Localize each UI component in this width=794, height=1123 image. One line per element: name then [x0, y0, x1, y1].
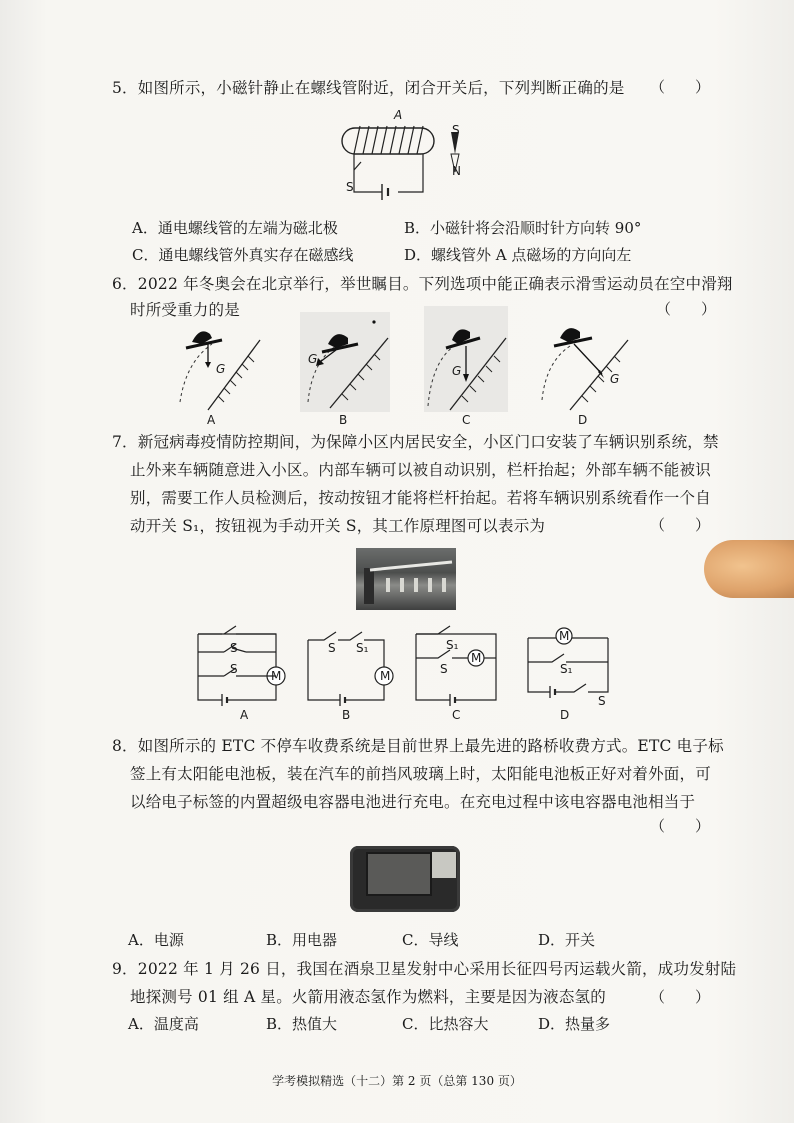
q7-caption-d: D	[560, 708, 570, 722]
q6-caption-d: D	[578, 413, 588, 427]
q6-g-label-b: G	[308, 352, 318, 366]
q9-answer-blank: （ ）	[650, 988, 711, 1006]
q7-a-switch2-label: S	[230, 662, 238, 676]
q7-c-switch1-label: S₁	[446, 638, 459, 652]
q6-skier-c	[424, 306, 508, 412]
q8-etc-device-photo	[350, 846, 460, 912]
q8-stem-line2: 签上有太阳能电池板，装在汽车的前挡风玻璃上时，太阳能电池板正好对着外面，可	[130, 765, 711, 783]
q6-answer-blank: （ ）	[656, 300, 717, 318]
q9-stem-line2: 地探测号 01 组 A 星。火箭用液态氢作为燃料，主要是因为液态氢的	[130, 988, 606, 1006]
q6-caption-c: C	[462, 413, 471, 427]
q6-caption-b: B	[339, 413, 348, 427]
finger-in-margin	[704, 540, 794, 598]
q7-stem-line2: 止外来车辆随意进入小区。内部车辆可以被自动识别，栏杆抬起；外部车辆不能被识	[130, 461, 711, 479]
q9-option-d: D．热量多	[538, 1015, 611, 1033]
q8-answer-blank: （ ）	[650, 817, 711, 835]
q7-answer-blank: （ ）	[650, 516, 711, 534]
q5-point-a-label: A	[394, 108, 403, 122]
q5-option-d: D．螺线管外 A 点磁场的方向向左	[404, 246, 632, 264]
q5-switch-label: S	[346, 180, 354, 194]
q8-stem-line3: 以给电子标签的内置超级电容器电池进行充电。在充电过程中该电容器电池相当于	[130, 793, 696, 811]
q6-g-label-d: G	[610, 372, 620, 386]
q5-option-a: A．通电螺线管的左端为磁北极	[132, 219, 338, 237]
q7-d-motor-label: M	[559, 629, 570, 643]
q7-circuit-b	[304, 630, 404, 704]
q8-option-d: D．开关	[538, 931, 596, 949]
q8-etc-card-slot	[432, 852, 456, 878]
q7-stem-line1: 7．新冠病毒疫情防控期间，为保障小区内居民安全，小区门口安装了车辆识别系统，禁	[112, 433, 719, 451]
q7-b-switch1-label: S	[328, 641, 336, 655]
q8-option-b: B．用电器	[266, 931, 338, 949]
q6-stem-line2: 时所受重力的是	[130, 301, 240, 319]
q5-needle-s-label: S	[452, 123, 460, 137]
q5-answer-blank: （ ）	[650, 78, 711, 96]
q7-c-switch2-label: S	[440, 662, 448, 676]
q9-option-c: C．比热容大	[402, 1015, 489, 1033]
q5-stem: 5．如图所示，小磁针静止在螺线管附近，闭合开关后，下列判断正确的是	[112, 79, 625, 97]
q5-option-b: B．小磁针将会沿顺时针方向转 90°	[404, 219, 642, 237]
q8-etc-display	[366, 852, 432, 896]
q6-g-label-a: G	[216, 362, 226, 376]
q7-caption-c: C	[452, 708, 461, 722]
q6-skier-d	[540, 318, 630, 412]
q5-option-c: C．通电螺线管外真实存在磁感线	[132, 246, 354, 264]
q7-circuit-c	[412, 630, 512, 704]
q7-d-switch1-label: S₁	[560, 662, 573, 676]
q9-option-a: A．温度高	[128, 1015, 199, 1033]
q6-g-label-c: G	[452, 364, 462, 378]
q7-a-motor-label: M	[271, 669, 282, 683]
q6-caption-a: A	[207, 413, 216, 427]
q9-option-b: B．热值大	[266, 1015, 338, 1033]
page-footer: 学考模拟精选（十二）第 2 页（总第 130 页）	[272, 1074, 522, 1088]
q8-option-c: C．导线	[402, 931, 459, 949]
q7-gate-barrier	[356, 548, 456, 610]
q7-circuit-a	[194, 630, 294, 704]
q7-circuit-d	[524, 624, 628, 704]
q7-c-motor-label: M	[471, 651, 482, 665]
q8-option-a: A．电源	[128, 931, 184, 949]
q7-a-switch1-label: S	[230, 641, 238, 655]
q8-stem-line1: 8．如图所示的 ETC 不停车收费系统是目前世界上最先进的路桥收费方式。ETC 电子标	[112, 737, 724, 755]
q7-stem-line3: 别，需要工作人员检测后，按动按钮才能将栏杆抬起。若将车辆识别系统看作一个自	[130, 489, 711, 507]
q7-caption-b: B	[342, 708, 351, 722]
q7-caption-a: A	[240, 708, 249, 722]
q9-stem-line1: 9．2022 年 1 月 26 日，我国在酒泉卫星发射中心采用长征四号丙运载火箭，成功发射陆	[112, 960, 737, 978]
q7-b-motor-label: M	[380, 669, 391, 683]
q7-stem-line4: 动开关 S₁，按钮视为手动开关 S，其工作原理图可以表示为	[130, 517, 546, 535]
q6-stem-line1: 6．2022 年冬奥会在北京举行，举世瞩目。下列选项中能正确表示滑雪运动员在空中滑翔	[112, 275, 733, 293]
q7-d-switch2-label: S	[598, 694, 606, 708]
q5-needle-n-label: N	[452, 164, 461, 178]
q7-b-switch2-label: S₁	[356, 641, 369, 655]
